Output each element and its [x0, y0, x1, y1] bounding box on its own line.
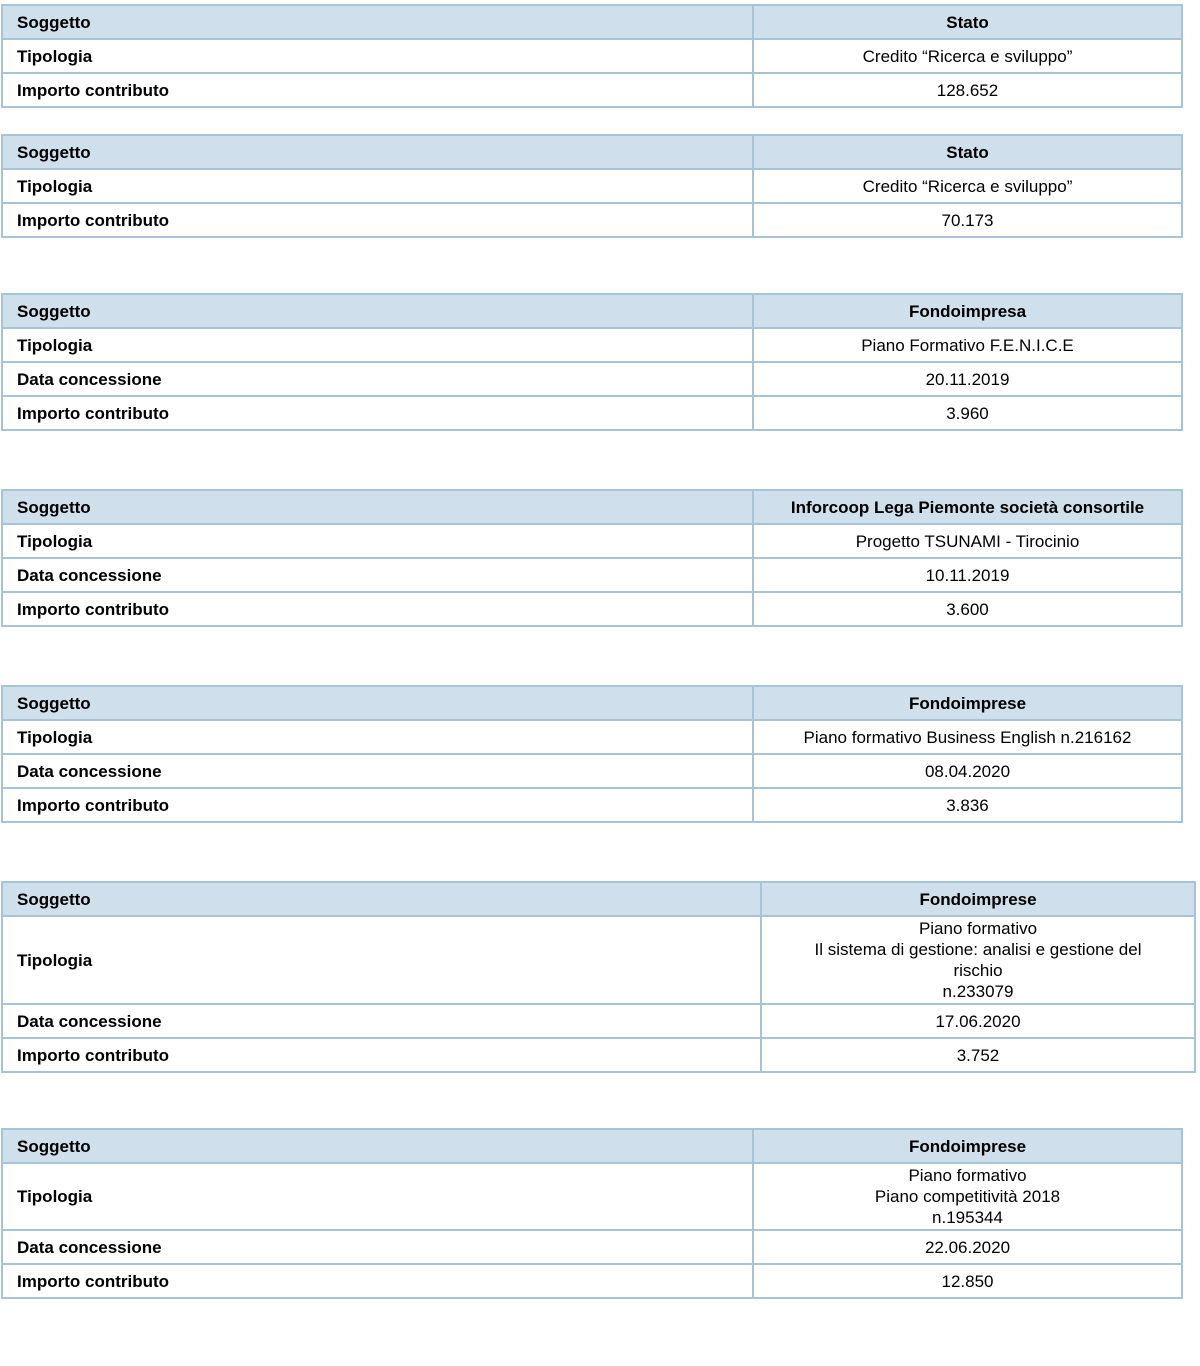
data-concessione-value: 08.04.2020 [753, 754, 1182, 788]
data-concessione-value: 22.06.2020 [753, 1230, 1182, 1264]
soggetto-label: Soggetto [2, 882, 761, 916]
tipologia-label: Tipologia [2, 328, 753, 362]
data-concessione-label: Data concessione [2, 1004, 761, 1038]
soggetto-value: Stato [753, 5, 1182, 39]
importo-label: Importo contributo [2, 1264, 753, 1298]
grant-table [1, 4, 1183, 108]
table-row-data [2, 754, 1182, 788]
grant-table [1, 881, 1196, 1073]
importo-label: Importo contributo [2, 73, 753, 107]
table-row-soggetto [2, 1129, 1182, 1163]
table-row-soggetto [2, 135, 1182, 169]
tipologia-value: Credito “Ricerca e sviluppo” [753, 39, 1182, 73]
tipologia-value: Piano Formativo F.E.N.I.C.E [753, 328, 1182, 362]
grant-table [1, 489, 1183, 627]
importo-value: 3.752 [761, 1038, 1195, 1072]
table-row-tipologia [2, 1163, 1182, 1230]
importo-label: Importo contributo [2, 396, 753, 430]
table-row-tipologia [2, 39, 1182, 73]
grant-table [1, 293, 1183, 431]
grant-table [1, 134, 1183, 238]
table-row-importo [2, 788, 1182, 822]
importo-value: 12.850 [753, 1264, 1182, 1298]
tipologia-label: Tipologia [2, 169, 753, 203]
table-row-tipologia [2, 169, 1182, 203]
soggetto-value: Fondoimprese [753, 1129, 1182, 1163]
tipologia-label: Tipologia [2, 916, 761, 1004]
table-row-tipologia [2, 720, 1182, 754]
importo-value: 70.173 [753, 203, 1182, 237]
tipologia-value: Credito “Ricerca e sviluppo” [753, 169, 1182, 203]
data-concessione-value: 20.11.2019 [753, 362, 1182, 396]
soggetto-label: Soggetto [2, 294, 753, 328]
tipologia-label: Tipologia [2, 39, 753, 73]
tipologia-value: Piano formativo Business English n.216162 [753, 720, 1182, 754]
soggetto-label: Soggetto [2, 1129, 753, 1163]
table-row-soggetto [2, 294, 1182, 328]
tipologia-value: Piano formativo Piano competitività 2018 n.195344 [753, 1163, 1182, 1230]
table-row-soggetto [2, 882, 1195, 916]
importo-value: 128.652 [753, 73, 1182, 107]
table-row-importo [2, 396, 1182, 430]
tipologia-value: Progetto TSUNAMI - Tirocinio [753, 524, 1182, 558]
data-concessione-label: Data concessione [2, 754, 753, 788]
data-concessione-value: 17.06.2020 [761, 1004, 1195, 1038]
importo-value: 3.960 [753, 396, 1182, 430]
soggetto-label: Soggetto [2, 490, 753, 524]
table-row-data [2, 362, 1182, 396]
soggetto-value: Fondoimprese [761, 882, 1195, 916]
soggetto-value: Fondoimpresa [753, 294, 1182, 328]
table-row-importo [2, 592, 1182, 626]
tipologia-label: Tipologia [2, 524, 753, 558]
table-row-tipologia [2, 524, 1182, 558]
table-row-soggetto [2, 5, 1182, 39]
data-concessione-label: Data concessione [2, 558, 753, 592]
importo-label: Importo contributo [2, 788, 753, 822]
soggetto-label: Soggetto [2, 135, 753, 169]
grant-table [1, 1128, 1183, 1299]
importo-value: 3.836 [753, 788, 1182, 822]
table-row-importo [2, 203, 1182, 237]
table-row-soggetto [2, 686, 1182, 720]
soggetto-value: Inforcoop Lega Piemonte società consortile [753, 490, 1182, 524]
table-row-importo [2, 73, 1182, 107]
table-row-importo [2, 1264, 1182, 1298]
table-row-importo [2, 1038, 1195, 1072]
importo-label: Importo contributo [2, 203, 753, 237]
table-row-data [2, 1004, 1195, 1038]
soggetto-label: Soggetto [2, 5, 753, 39]
tipologia-label: Tipologia [2, 720, 753, 754]
table-row-data [2, 558, 1182, 592]
table-row-data [2, 1230, 1182, 1264]
table-row-tipologia [2, 328, 1182, 362]
table-row-soggetto [2, 490, 1182, 524]
tipologia-value: Piano formativo Il sistema di gestione: analisi e gestione del rischio n.233079 [761, 916, 1195, 1004]
soggetto-label: Soggetto [2, 686, 753, 720]
soggetto-value: Stato [753, 135, 1182, 169]
data-concessione-label: Data concessione [2, 362, 753, 396]
grant-table [1, 685, 1183, 823]
importo-value: 3.600 [753, 592, 1182, 626]
data-concessione-value: 10.11.2019 [753, 558, 1182, 592]
table-row-tipologia [2, 916, 1195, 1004]
soggetto-value: Fondoimprese [753, 686, 1182, 720]
tipologia-label: Tipologia [2, 1163, 753, 1230]
importo-label: Importo contributo [2, 1038, 761, 1072]
importo-label: Importo contributo [2, 592, 753, 626]
data-concessione-label: Data concessione [2, 1230, 753, 1264]
